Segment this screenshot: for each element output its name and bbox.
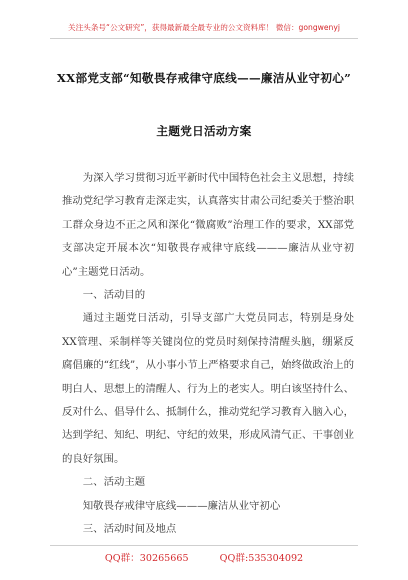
paragraph-intro: 为深入学习贯彻习近平新时代中国特色社会主义思想，持续推动党纪学习教育走深走实，认真落实甘肃公司纪委关于整治职工群众身边不正之风和深化“微腐败”治理工作的要求，XX部党支部决定开展本次“知敬畏存戒律守底线———廉洁从业守初心”主题党日活动。 [62,172,354,278]
header-divider [50,38,358,39]
section-heading-theme: 二、活动主题 [82,476,146,489]
document-body [62,167,354,542]
header-notice: 关注头条号“公文研究”，获得最新最全最专业的公文资料库！ 微信：gongwenyj [68,23,340,32]
footer-qq-group-2: QQ群:535304092 [219,553,304,564]
document-subtitle: 主题党日活动方案 [156,124,252,138]
document-title: XX部党支部“知敬畏存戒律守底线——廉洁从业守初心” [56,71,352,85]
section-heading-time-place: 三、活动时间及地点 [82,523,177,536]
paragraph-purpose: 通过主题党日活动，引导支部广大党员同志，特别是身处XX管理、采制样等关键岗位的党员时刻保持清醒头脑，绷紧反腐倡廉的“红线”，从小事小节上严格要求自己，始终做政治上的明白人、思想上的清醒人、行为上的老实人。明白该坚持什么、反对什么、倡导什么、抵制什么，推动党纪学习教育入脑入心，达到学纪、知纪、明纪、守纪的效果，形成风清气正、干事创业的良好氛围。 [62,312,354,465]
footer-contacts [0,550,408,564]
section-heading-purpose: 一、活动目的 [82,289,146,302]
paragraph-theme: 知敬畏存戒律守底线———廉洁从业守初心 [82,499,281,512]
footer-qq-group-1: QQ群：30265665 [104,553,189,564]
footer-divider [50,545,358,546]
